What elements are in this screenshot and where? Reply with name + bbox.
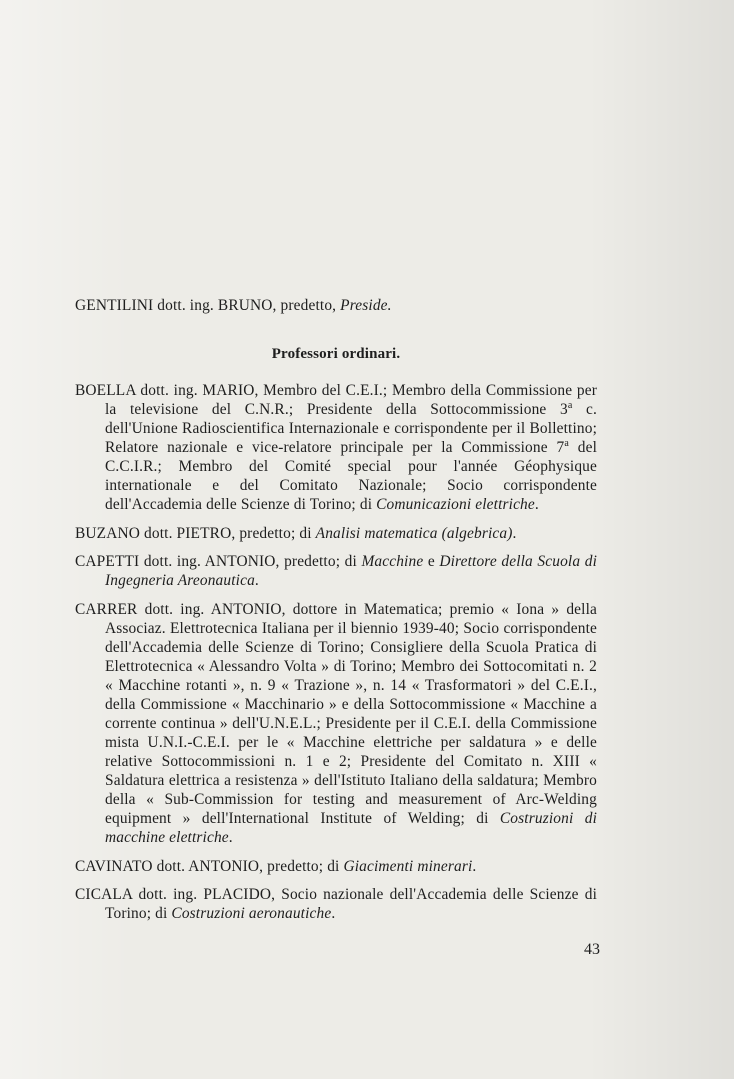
page-number: 43 <box>584 941 600 958</box>
superscript: a <box>567 399 573 411</box>
preside-role: Preside. <box>340 297 392 314</box>
entry-text: CICALA dott. ing. PLACIDO, Socio nazionale dell'Accademia delle Scienze di Torino; di <box>75 886 597 922</box>
entry-end: . <box>472 858 477 875</box>
entry-text-continued: del C.C.I.R.; Membro del Comité special pour l'année Géophysique internationale e del Comitato Nazionale; Socio corrispondente dell'Accademia delle Scienze di Torino; di <box>105 439 597 513</box>
entry-cicala <box>75 885 597 923</box>
section-heading: Professori ordinari. <box>271 346 401 362</box>
entry-subject: Costruzioni aeronautiche <box>171 905 332 922</box>
entry-cavinato <box>75 857 597 876</box>
entry-end: . <box>228 829 233 846</box>
entry-text: CAPETTI dott. ing. ANTONIO, predetto; di <box>75 553 362 570</box>
entry-text: CARRER dott. ing. ANTONIO, dottore in Matematica; premio « Iona » della Associaz. Elettrotecnica Italiana per il biennio 1939-40; Socio corrispondente dell'Accademia delle Scienze di Torino; Consigliere della Scuola Pratica di Elettrotecnica « Alessandro Volta » di Torino; Membro dei Sottocomitati n. 2 « Macchine rotanti », n. 9 « Trazione », n. 14 « Trasformatori » del C.E.I., della Commissione « Macchinario » e della Sottocommissione « Macchine a corrente continua » dell'U.N.E.L.; Presidente per il C.E.I. della Commissione mista U.N.I.-C.E.I. per le « Macchine elettriche per saldatura » e delle relative Sottocommissioni n. 1 e 2; Presidente del Comitato n. XIII « Saldatura elettrica a resistenza » dell'Istituto Italiano della saldatura; Membro della « Sub-Commission for testing and measurement of Arc-Welding equipment » dell'International Institute of Welding; di <box>75 601 597 827</box>
preside-name: GENTILINI dott. ing. BRUNO, predetto, <box>75 297 341 314</box>
entry-end: . <box>254 572 259 589</box>
entry-text: BUZANO dott. PIETRO, predetto; di <box>75 525 316 542</box>
entry-boella <box>75 381 597 514</box>
superscript: a <box>564 437 569 449</box>
preside-line <box>75 296 597 315</box>
entry-subject: Analisi matematica (algebrica) <box>315 525 513 542</box>
entry-text: CAVINATO dott. ANTONIO, predetto; di <box>75 858 344 875</box>
entry-capetti <box>75 552 597 590</box>
entry-connector: e <box>423 553 440 570</box>
entry-buzano <box>75 524 597 543</box>
entry-end: . <box>331 905 336 922</box>
entry-subject: Macchine <box>361 553 424 570</box>
entry-subject-secondary: Direttore della Scuola di Ingegneria Areonautica <box>105 553 597 589</box>
entry-end: . <box>534 496 539 513</box>
entry-end: . <box>512 525 517 542</box>
entry-subject: Giacimenti minerari <box>343 858 473 875</box>
entry-subject: Comunicazioni elettriche <box>376 496 535 513</box>
entry-subject: Costruzioni di macchine elettriche <box>105 810 597 846</box>
entry-text: BOELLA dott. ing. MARIO, Membro del C.E.I.; Membro della Commissione per la televisione del C.N.R.; Presidente della Sottocommissione 3 <box>75 382 597 418</box>
entry-carrer <box>75 600 597 847</box>
entry-text-continued: c. dell'Unione Radioscientifica Internazionale e corrispondente per il Bollettino; Relatore nazionale e vice-relatore principale per la Commissione 7 <box>105 401 597 456</box>
page-content <box>75 296 597 933</box>
